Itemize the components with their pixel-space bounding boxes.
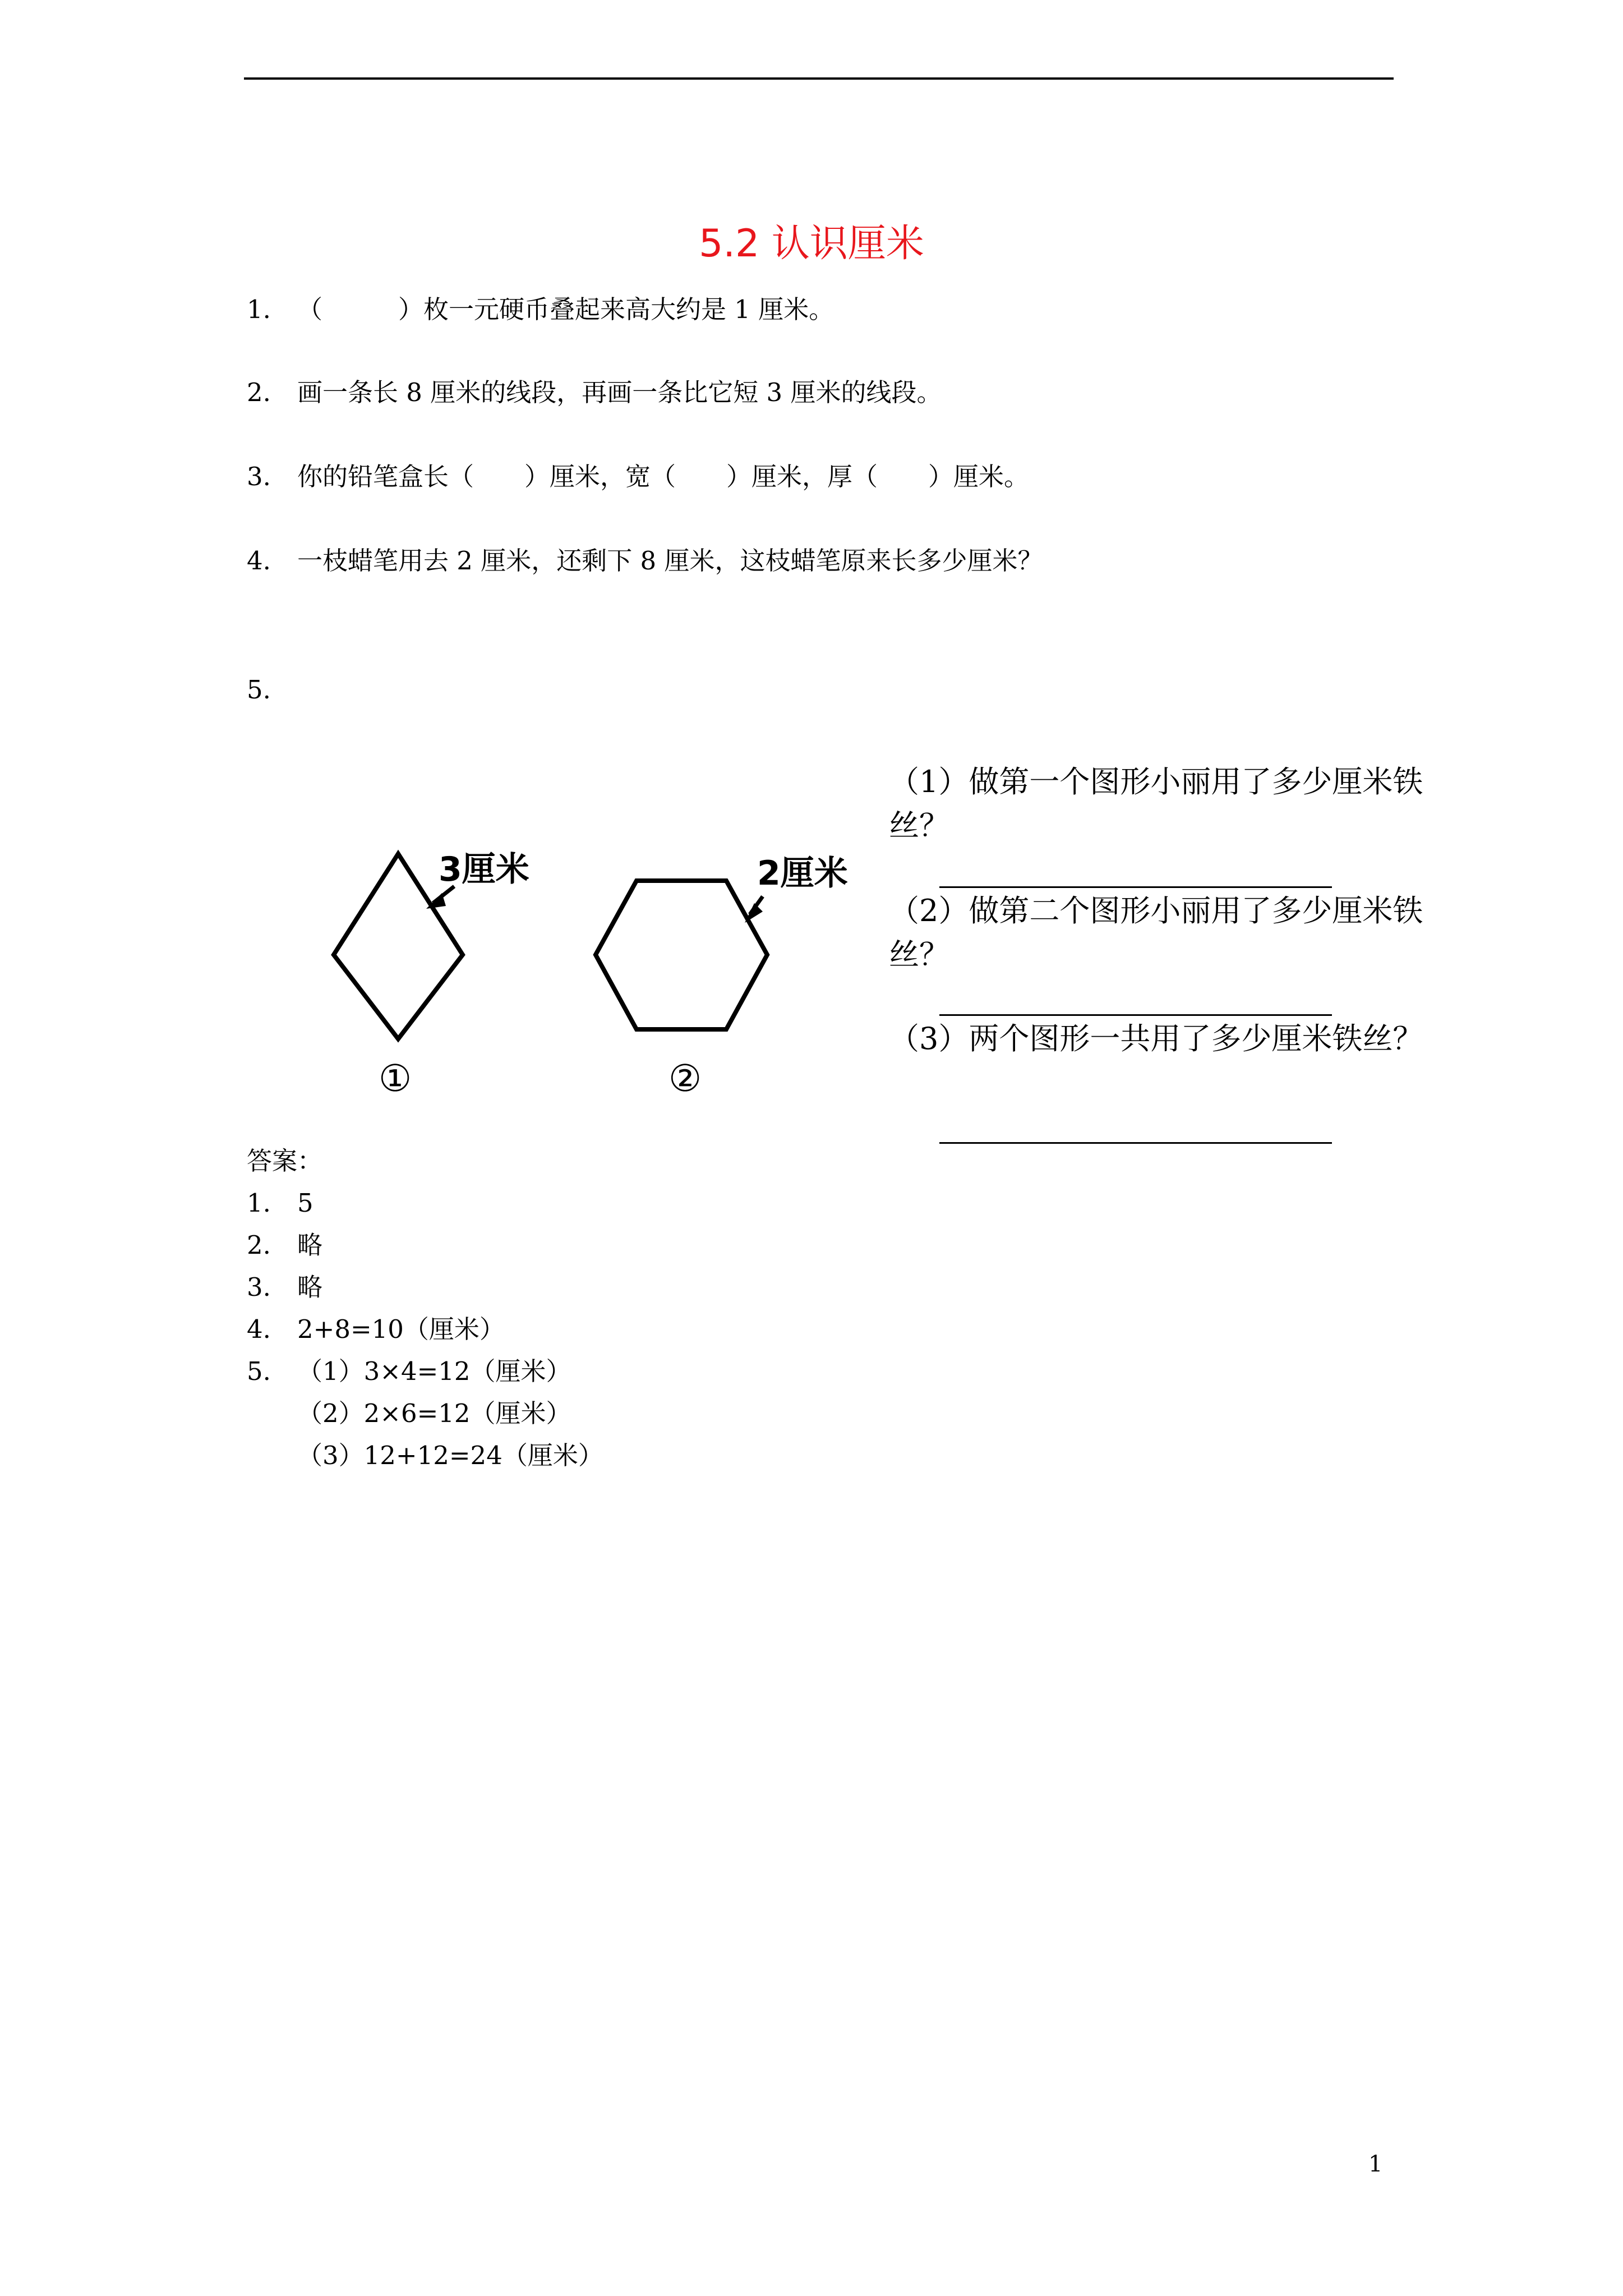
hexagon-shape (596, 881, 767, 1029)
question-text: （ ）枚一元硬币叠起来高大约是 1 厘米。 (297, 295, 834, 324)
answer-number: 5. (247, 1356, 271, 1386)
shape-1-number: ① (379, 1057, 412, 1100)
shape-2-number: ② (668, 1057, 702, 1100)
question-number: 1. (247, 295, 271, 324)
subquestion-2: （2）做第二个图形小丽用了多少厘米铁丝？ (889, 893, 1423, 972)
answer-subitem: （2）2×6=12（厘米） (297, 1398, 571, 1428)
question-number: 4. (247, 546, 271, 576)
page-number: 1 (1368, 2151, 1383, 2177)
hexagon-side-label: 2厘米 (757, 854, 848, 893)
question-number: 2. (247, 378, 271, 407)
answer-number: 4. (247, 1314, 271, 1344)
answer-text: 略 (297, 1230, 323, 1260)
answer-text: 5 (297, 1188, 313, 1218)
answer-subitem: （3）12+12=24（厘米） (297, 1441, 603, 1470)
question-text: 一枝蜡笔用去 2 厘米，还剩下 8 厘米，这枝蜡笔原来长多少厘米？ (297, 546, 1043, 576)
answer-line-2[interactable] (939, 1014, 1332, 1016)
subquestion-1: （1）做第一个图形小丽用了多少厘米铁丝？ (889, 764, 1423, 843)
rhombus-side-label: 3厘米 (439, 850, 529, 889)
hexagon-arrowhead (745, 903, 763, 923)
shapes-figure (314, 830, 875, 1105)
answers-heading: 答案： (247, 1146, 323, 1176)
question-number: 3. (247, 462, 271, 491)
question-number: 5. (247, 675, 271, 705)
answer-number: 3. (247, 1272, 271, 1302)
answer-text: 略 (297, 1272, 323, 1302)
question-text: 画一条长 8 厘米的线段，再画一条比它短 3 厘米的线段。 (297, 378, 942, 407)
subquestion-3: （3）两个图形一共用了多少厘米铁丝？ (889, 1021, 1423, 1056)
page-title: 5.2 认识厘米 (699, 222, 924, 266)
answer-line-3[interactable] (939, 1142, 1332, 1144)
answer-number: 2. (247, 1230, 271, 1260)
answer-number: 1. (247, 1188, 271, 1218)
answer-text: 2+8=10（厘米） (297, 1314, 505, 1344)
answer-line-1[interactable] (939, 886, 1332, 888)
header-rule (244, 77, 1394, 80)
answer-text: （1）3×4=12（厘米） (297, 1356, 571, 1386)
question-text: 你的铅笔盒长（ ）厘米，宽（ ）厘米，厚（ ）厘米。 (297, 462, 1030, 491)
